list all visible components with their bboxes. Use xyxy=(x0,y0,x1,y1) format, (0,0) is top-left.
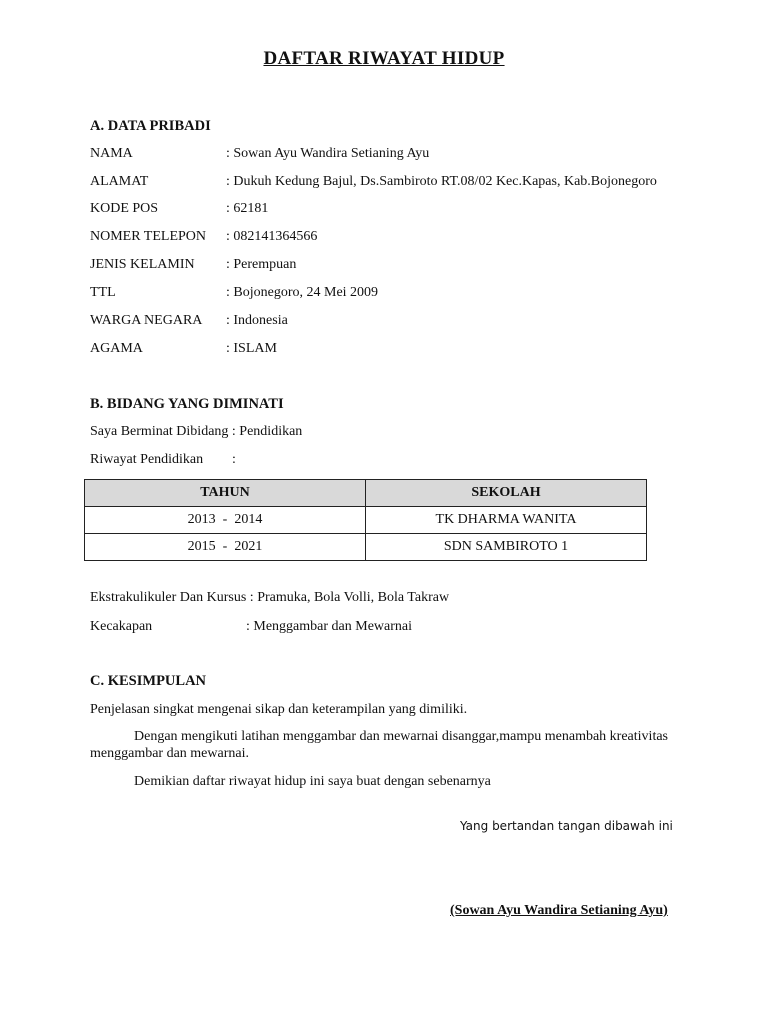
value-nama: : Sowan Ayu Wandira Setianing Ayu xyxy=(226,146,430,161)
cell-sekolah: TK DHARMA WANITA xyxy=(366,507,647,534)
label-ttl: TTL xyxy=(90,285,116,300)
label-kode-pos: KODE POS xyxy=(90,201,159,216)
cell-sekolah: SDN SAMBIROTO 1 xyxy=(366,534,647,561)
signature-name: (Sowan Ayu Wandira Setianing Ayu) xyxy=(450,903,668,918)
value-agama: : ISLAM xyxy=(226,341,277,356)
table-row xyxy=(85,507,647,534)
value-alamat: : Dukuh Kedung Bajul, Ds.Sambiroto RT.08/02 Kec.Kapas, Kab.Bojonegoro xyxy=(226,174,657,189)
section-a-heading: A. DATA PRIBADI xyxy=(90,118,211,134)
document-title: DAFTAR RIWAYAT HIDUP xyxy=(263,48,505,69)
label-telepon: NOMER TELEPON xyxy=(90,229,207,244)
kecakapan-label: Kecakapan xyxy=(90,619,153,634)
section-b-heading: B. BIDANG YANG DIMINATI xyxy=(90,396,284,412)
label-warga-negara: WARGA NEGARA xyxy=(90,313,203,328)
kesimpulan-paragraph-3: Demikian daftar riwayat hidup ini saya buat dengan sebenarnya xyxy=(134,774,491,789)
riwayat-colon: : xyxy=(232,452,236,467)
cell-tahun: 2013 - 2014 xyxy=(85,507,366,534)
label-alamat: ALAMAT xyxy=(90,174,149,189)
header-sekolah: SEKOLAH xyxy=(366,480,647,507)
value-kode-pos: : 62181 xyxy=(226,201,269,216)
riwayat-label: Riwayat Pendidikan xyxy=(90,452,204,467)
ekstrakurikuler-text: Ekstrakulikuler Dan Kursus : Pramuka, Bola Volli, Bola Takraw xyxy=(90,590,450,605)
label-jenis-kelamin: JENIS KELAMIN xyxy=(90,257,195,272)
table-header-row xyxy=(85,480,647,507)
kesimpulan-paragraph-2: Dengan mengikuti latihan menggambar dan mewarnai disanggar,mampu menambah kreativitas menggambar dan mewarnai. xyxy=(90,729,668,761)
value-warga-negara: : Indonesia xyxy=(226,313,288,328)
label-agama: AGAMA xyxy=(90,341,143,356)
cell-tahun: 2015 - 2021 xyxy=(85,534,366,561)
kecakapan-value: : Menggambar dan Mewarnai xyxy=(246,619,412,634)
value-telepon: : 082141364566 xyxy=(226,229,318,244)
signature-caption: Yang bertandan tangan dibawah ini xyxy=(460,819,673,833)
value-jenis-kelamin: : Perempuan xyxy=(226,257,297,272)
value-ttl: : Bojonegoro, 24 Mei 2009 xyxy=(226,285,379,300)
header-tahun: TAHUN xyxy=(85,480,366,507)
minat-text: Saya Berminat Dibidang : Pendidikan xyxy=(90,424,303,439)
table-row xyxy=(85,534,647,561)
kesimpulan-paragraph-1: Penjelasan singkat mengenai sikap dan keterampilan yang dimiliki. xyxy=(90,702,468,717)
section-c-heading: C. KESIMPULAN xyxy=(90,673,207,689)
education-table xyxy=(84,479,647,561)
label-nama: NAMA xyxy=(90,146,133,161)
